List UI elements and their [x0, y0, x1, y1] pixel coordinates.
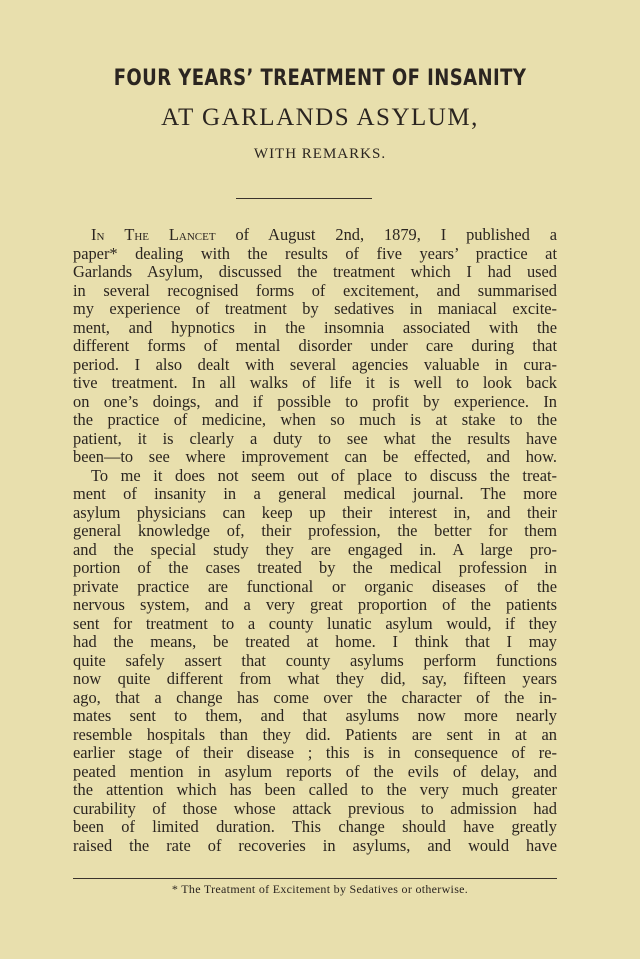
- text-line: earlier stage of their disease ; this is in consequence of re-: [73, 743, 557, 762]
- text-line: ago, that a change has come over the character of the in-: [73, 687, 557, 707]
- text-line: curability of those whose attack previous to admission had: [73, 798, 557, 818]
- text-line: nervous system, and a very great proportion of the patients: [73, 595, 557, 614]
- text-line: the attention which has been called to the very much greater: [73, 780, 557, 799]
- text-line: ment of insanity in a general medical journal. The more: [73, 484, 557, 503]
- text-line: on one’s doings, and if possible to profit by experience. In: [73, 391, 557, 411]
- text-line: the practice of medicine, when so much is at stake to the: [73, 410, 557, 429]
- text-line: peated mention in asylum reports of the evils of delay, and: [73, 761, 557, 781]
- text-line: To me it does not seem out of place to discuss the treat-: [91, 465, 557, 485]
- text-line: period. I also dealt with several agencies valuable in cura-: [73, 354, 557, 374]
- text-line: asylum physicians can keep up their interest in, and their: [73, 502, 557, 522]
- text-line: been of limited duration. This change should have greatly: [73, 817, 557, 836]
- title-line-1: FOUR YEARS’ TREATMENT OF INSANITY: [113, 66, 527, 91]
- text-line: private practice are functional or organic diseases of the: [73, 576, 557, 596]
- text-line: different forms of mental disorder under care during that: [73, 336, 557, 355]
- opening-the: The: [124, 225, 149, 244]
- text-line: had the means, be treated at home. I think that I may: [73, 632, 557, 651]
- text-line: and the special study they are engaged in. A large pro-: [73, 539, 557, 559]
- title-line-3: WITH REMARKS.: [253, 146, 387, 162]
- text-line: now quite different from what they did, say, fifteen years: [73, 669, 557, 688]
- title-divider: [236, 198, 372, 199]
- text-line: been—to see where improvement can be effected, and how.: [73, 447, 557, 466]
- text-line: general knowledge of, their profession, the better for them: [73, 521, 557, 540]
- text-line: portion of the cases treated by the medical profession in: [73, 558, 557, 577]
- opening-lancet: Lancet: [168, 225, 216, 244]
- text-line: Garlands Asylum, discussed the treatment which I had used: [73, 262, 557, 281]
- text-line: mates sent to them, and that asylums now more nearly: [73, 706, 557, 725]
- text-line: quite safely assert that county asylums perform functions: [73, 650, 557, 670]
- text-line: my experience of treatment by sedatives in maniacal excite-: [73, 299, 557, 318]
- text-line: in several recognised forms of excitement, and summarised: [73, 280, 557, 300]
- text-line: paper* dealing with the results of five years’ practice at: [73, 243, 557, 263]
- opening-rest: of August 2nd, 1879, I published a: [215, 225, 557, 244]
- footnote: * The Treatment of Excitement by Sedatives or otherwise.: [171, 882, 469, 896]
- text-line: sent for treatment to a county lunatic asylum would, if they: [73, 613, 557, 633]
- footnote-divider: [73, 878, 557, 879]
- text-line: raised the rate of recoveries in asylums, and would have: [73, 835, 557, 855]
- text-line: patient, it is clearly a duty to see what the results have: [73, 428, 557, 448]
- text-line: tive treatment. In all walks of life it is well to look back: [73, 373, 557, 392]
- opening-in: In: [91, 225, 105, 244]
- title-line-2: AT GARLANDS ASYLUM,: [161, 104, 479, 131]
- body-text: [73, 226, 557, 855]
- text-line-opening: [73, 226, 557, 245]
- text-line: ment, and hypnotics in the insomnia associated with the: [73, 317, 557, 337]
- text-line: resemble hospitals than they did. Patients are sent in at an: [73, 724, 557, 744]
